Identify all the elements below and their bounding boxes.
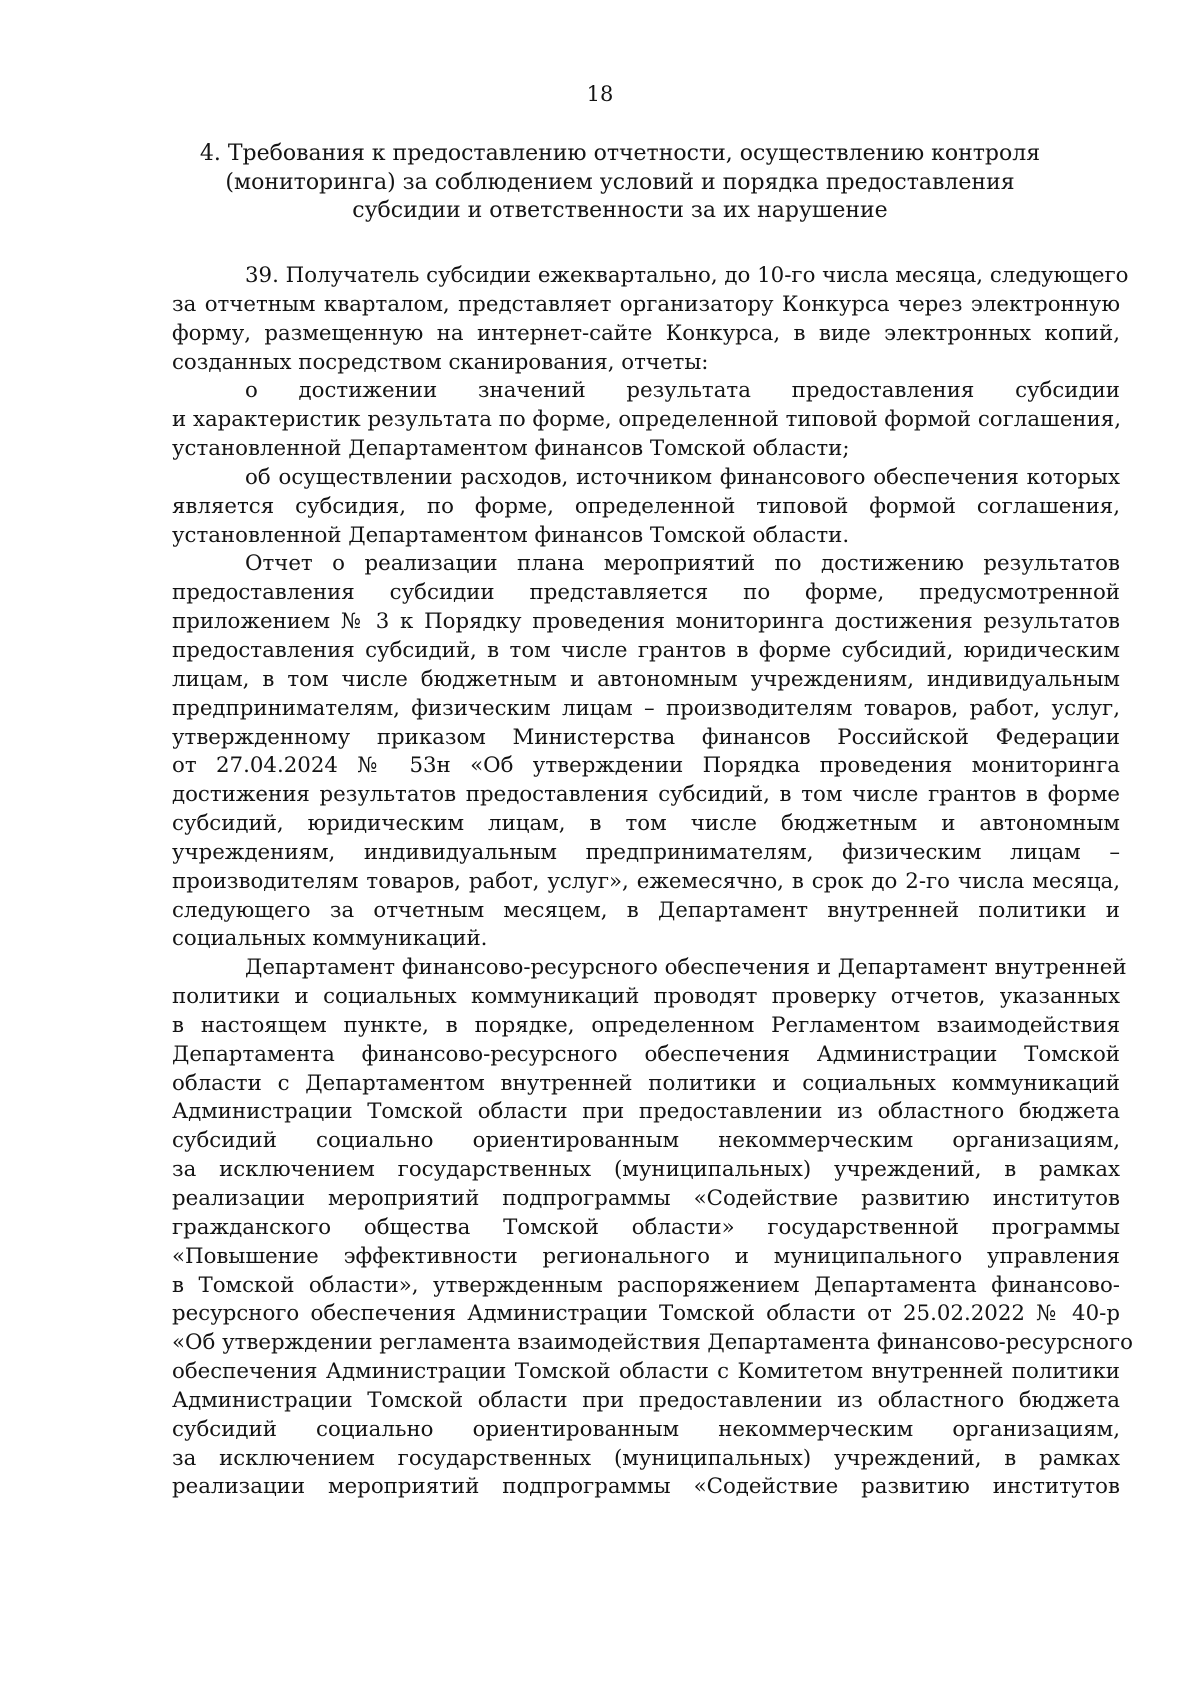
text-line: в Томской области», утвержденным распоряжением Департамента финансово- [172, 1272, 1120, 1298]
text-line: области с Департаментом внутренней политики и социальных коммуникаций [172, 1070, 1120, 1096]
section-title [190, 140, 1050, 226]
paragraph [172, 262, 1129, 377]
text-line: достижения результатов предоставления субсидий, в том числе грантов в форме [172, 782, 1120, 808]
text-line: за отчетным кварталом, представляет организатору Конкурса через электронную [172, 291, 1120, 317]
text-line: за исключением государственных (муниципальных) учреждений, в рамках [172, 1157, 1120, 1183]
text-line: «Повышение эффективности регионального и муниципального управления [172, 1243, 1120, 1269]
text-line: лицам, в том числе бюджетным и автономным учреждениям, индивидуальным [172, 666, 1120, 692]
text-line: гражданского общества Томской области» государственной программы [172, 1214, 1120, 1240]
text-line: Департамент финансово-ресурсного обеспечения и Департамент внутренней [245, 955, 1127, 981]
text-line: ресурсного обеспечения Администрации Томской области от 25.02.2022 № 40-р [172, 1301, 1120, 1327]
text-line: субсидий социально ориентированным некоммерческим организациям, [172, 1416, 1120, 1442]
text-line: реализации мероприятий подпрограммы «Содействие развитию институтов [172, 1474, 1120, 1500]
paragraph [172, 550, 1120, 954]
text-line: установленной Департаментом финансов Томской области; [172, 436, 850, 462]
text-line: форму, размещенную на интернет-сайте Конкурса, в виде электронных копий, [172, 320, 1120, 346]
page-number: 18 [586, 82, 614, 106]
text-line: учреждениям, индивидуальным предпринимателям, физическим лицам – [172, 839, 1120, 865]
text-line: субсидий социально ориентированным некоммерческим организациям, [172, 1128, 1120, 1154]
text-line: реализации мероприятий подпрограммы «Содействие развитию институтов [172, 1186, 1120, 1211]
text-line: в настоящем пункте, в порядке, определенном Регламентом взаимодействия [172, 1012, 1120, 1038]
text-line: созданных посредством сканирования, отчеты: [172, 349, 709, 375]
text-line: за исключением государственных (муниципальных) учреждений, в рамках [172, 1445, 1120, 1471]
text-line: Администрации Томской области при предоставлении из областного бюджета [172, 1387, 1120, 1413]
section-title-line: 4. Требования к предоставлению отчетности, осуществлению контроля [199, 141, 1041, 166]
text-line: социальных коммуникаций. [172, 926, 488, 952]
text-line: производителям товаров, работ, услуг», ежемесячно, в срок до 2-го числа месяца, [172, 868, 1120, 894]
text-line: предпринимателям, физическим лицам – производителям товаров, работ, услуг, [172, 695, 1120, 721]
text-line: 39. Получатель субсидии ежеквартально, до 10-го числа месяца, следующего [245, 263, 1129, 288]
text-line: следующего за отчетным месяцем, в Департамент внутренней политики и [172, 897, 1120, 923]
text-line: является субсидия, по форме, определенной типовой формой соглашения, [172, 493, 1120, 519]
paragraph [172, 377, 1120, 464]
text-line: предоставления субсидий, в том числе грантов в форме субсидий, юридическим [172, 637, 1120, 663]
text-line: политики и социальных коммуникаций проводят проверку отчетов, указанных [172, 984, 1120, 1010]
text-line: предоставления субсидии представляется по форме, предусмотренной [172, 580, 1120, 606]
section-title-line: (мониторинга) за соблюдением условий и порядка предоставления [225, 169, 1015, 195]
paragraph [172, 954, 1133, 1502]
text-line: Департамента финансово-ресурсного обеспечения Администрации Томской [172, 1041, 1120, 1067]
text-line: установленной Департаментом финансов Томской области. [172, 522, 850, 548]
text-line: о достижении значений результата предоставления субсидии [245, 378, 1120, 404]
document-body [172, 262, 1133, 1502]
text-line: «Об утверждении регламента взаимодействия Департамента финансово-ресурсного [172, 1330, 1133, 1356]
paragraph [172, 464, 1120, 551]
text-line: и характеристик результата по форме, определенной типовой формой соглашения, [172, 407, 1122, 433]
text-line: обеспечения Администрации Томской области с Комитетом внутренней политики [172, 1359, 1120, 1385]
text-line: приложением № 3 к Порядку проведения мониторинга достижения результатов [172, 609, 1120, 635]
section-title-line: субсидии и ответственности за их нарушение [352, 198, 888, 223]
text-line: Администрации Томской области при предоставлении из областного бюджета [172, 1099, 1120, 1125]
text-line: утвержденному приказом Министерства финансов Российской Федерации [172, 724, 1120, 750]
text-line: субсидий, юридическим лицам, в том числе бюджетным и автономным [172, 811, 1120, 837]
text-line: Отчет о реализации плана мероприятий по достижению результатов [245, 551, 1120, 577]
text-line: от 27.04.2024 № 53н «Об утверждении Порядка проведения мониторинга [172, 753, 1120, 779]
text-line: об осуществлении расходов, источником финансового обеспечения которых [245, 464, 1120, 490]
